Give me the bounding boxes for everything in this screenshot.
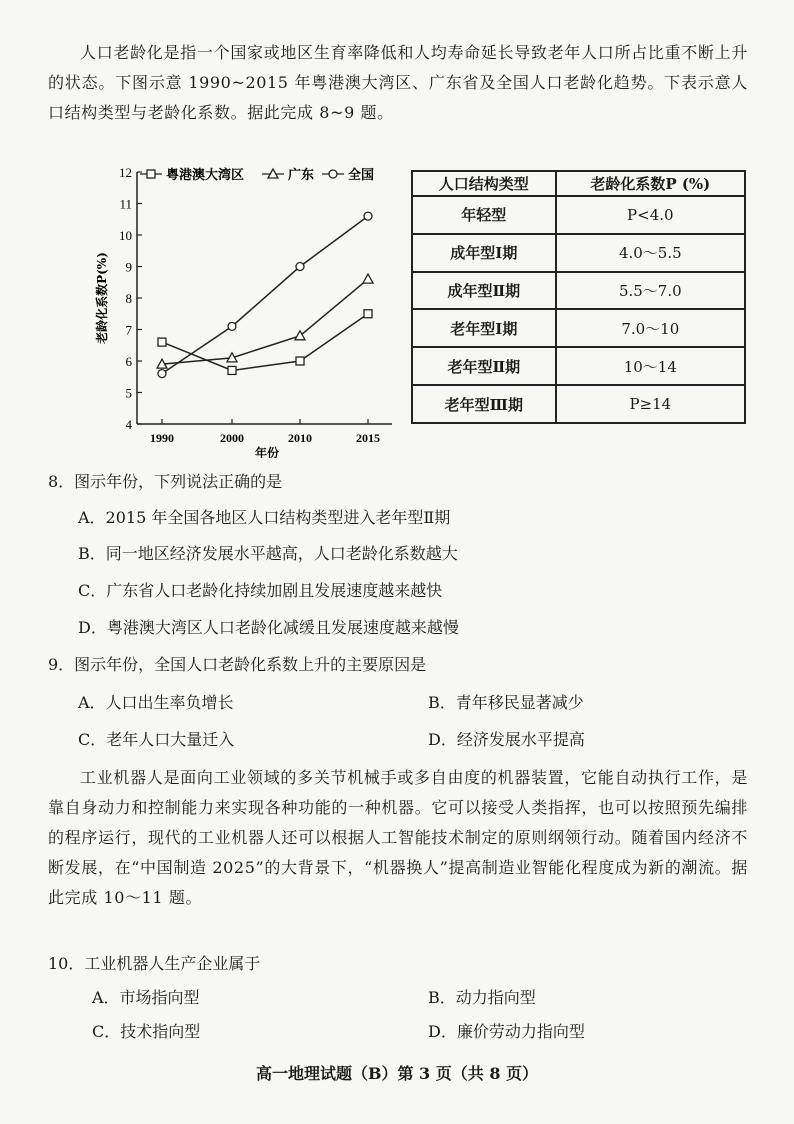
table-cell: 老年型Ⅰ期 [412, 309, 556, 347]
y-tick-label: 6 [125, 354, 132, 369]
legend-label: 广东 [288, 168, 315, 183]
intro-paragraph-2: 工业机器人是面向工业领域的多关节机械手或多自由度的机器装置，它能自动执行工作，是靠自身动力和控制能力来实现各种功能的一种机器。它可以接受人类指挥，也可以按照预先编排的程序运行，现代的工业机器人还可以根据人工智能技术制定的原则纲领行动。随着国内经济不断发展，在“中国制造 2025”的大背景下，“机器换人”提高制造业智能化程度成为新的潮流。据此完成 10～11 题。 [48, 768, 748, 907]
table-cell: P≥14 [556, 385, 745, 423]
table-header-type: 人口结构类型 [412, 171, 556, 196]
x-tick-label: 2000 [220, 431, 244, 445]
question-9-option-a: A．人口出生率负增长 [78, 693, 234, 712]
data-point-circle [228, 322, 236, 330]
question-8-option-b: B．同一地区经济发展水平越高，人口老龄化系数越大 [78, 544, 458, 563]
question-10-option-c: C．技术指向型 [92, 1022, 201, 1041]
series-line-circle [162, 216, 368, 374]
table-row [412, 309, 745, 347]
question-9-option-b: B．青年移民显著减少 [428, 693, 584, 712]
table-cell: 成年型Ⅰ期 [412, 234, 556, 272]
table-header-coefficient: 老龄化系数P (%) [556, 171, 745, 196]
series-line-triangle [162, 279, 368, 364]
x-tick-label: 2010 [288, 431, 312, 445]
question-8-option-a: A．2015 年全国各地区人口结构类型进入老年型Ⅱ期 [78, 508, 451, 527]
data-point-square [296, 357, 304, 365]
table-cell: 老年型Ⅱ期 [412, 347, 556, 385]
y-tick-label: 5 [125, 385, 132, 401]
question-10-stem: 10．工业机器人生产企业属于 [48, 954, 261, 973]
question-8-option-d: D．粤港澳大湾区人口老龄化减缓且发展速度越来越慢 [78, 618, 459, 637]
y-axis-label: 老龄化系数P(%) [95, 252, 109, 344]
y-tick-label: 8 [125, 291, 132, 306]
question-10-option-a: A．市场指向型 [92, 988, 200, 1007]
table-row [412, 385, 745, 423]
table-row [412, 234, 745, 272]
question-9-stem: 9．图示年份，全国人口老龄化系数上升的主要原因是 [48, 655, 427, 674]
y-tick-label: 9 [125, 259, 132, 275]
table-cell: 4.0～5.5 [556, 234, 745, 272]
intro-paragraph: 人口老龄化是指一个国家或地区生育率降低和人均寿命延长导致老年人口所占比重不断上升的状态。下图示意 1990~2015 年粤港澳大湾区、广东省及全国人口老龄化趋势。下表示意人口结构类型与老龄化系数。据此完成 8~9 题。 [48, 43, 748, 122]
data-point-square [158, 338, 166, 346]
aging-trend-chart [90, 158, 410, 458]
table-row [412, 196, 745, 234]
y-tick-label: 11 [119, 196, 132, 212]
data-point-triangle [363, 274, 373, 283]
x-axis-label: 年份 [254, 446, 280, 458]
legend-marker-circle [329, 170, 337, 178]
data-point-square [364, 310, 372, 318]
table-cell: 7.0～10 [556, 309, 745, 347]
y-tick-label: 4 [125, 417, 132, 432]
table-cell: 5.5～7.0 [556, 272, 745, 310]
table-row [412, 347, 745, 385]
question-10-option-d: D．廉价劳动力指向型 [428, 1022, 585, 1041]
y-tick-label: 7 [125, 322, 132, 338]
y-tick-label: 10 [119, 228, 132, 243]
y-tick-label: 12 [119, 165, 132, 180]
question-9-option-c: C．老年人口大量迁入 [78, 730, 235, 749]
legend-label: 全国 [348, 168, 375, 183]
table-cell: P<4.0 [556, 196, 745, 234]
x-tick-label: 1990 [150, 431, 174, 445]
question-8-stem: 8．图示年份，下列说法正确的是 [48, 472, 283, 491]
table-cell: 成年型Ⅱ期 [412, 272, 556, 310]
table-row [412, 272, 745, 310]
table-cell: 年轻型 [412, 196, 556, 234]
question-8-option-c: C．广东省人口老龄化持续加剧且发展速度越来越快 [78, 581, 443, 600]
data-point-circle [158, 370, 166, 378]
page-footer: 高一地理试题（B）第 3 页（共 8 页） [255, 1064, 539, 1083]
data-point-circle [364, 212, 372, 220]
question-9-option-d: D．经济发展水平提高 [428, 730, 585, 749]
data-point-square [228, 366, 236, 374]
x-tick-label: 2015 [356, 431, 380, 445]
table-cell: 老年型Ⅲ期 [412, 385, 556, 423]
data-point-circle [296, 263, 304, 271]
question-10-option-b: B．动力指向型 [428, 988, 536, 1007]
population-structure-table [411, 170, 746, 424]
legend-label: 粤港澳大湾区 [166, 168, 245, 183]
table-cell: 10～14 [556, 347, 745, 385]
legend-marker-square [147, 170, 155, 178]
